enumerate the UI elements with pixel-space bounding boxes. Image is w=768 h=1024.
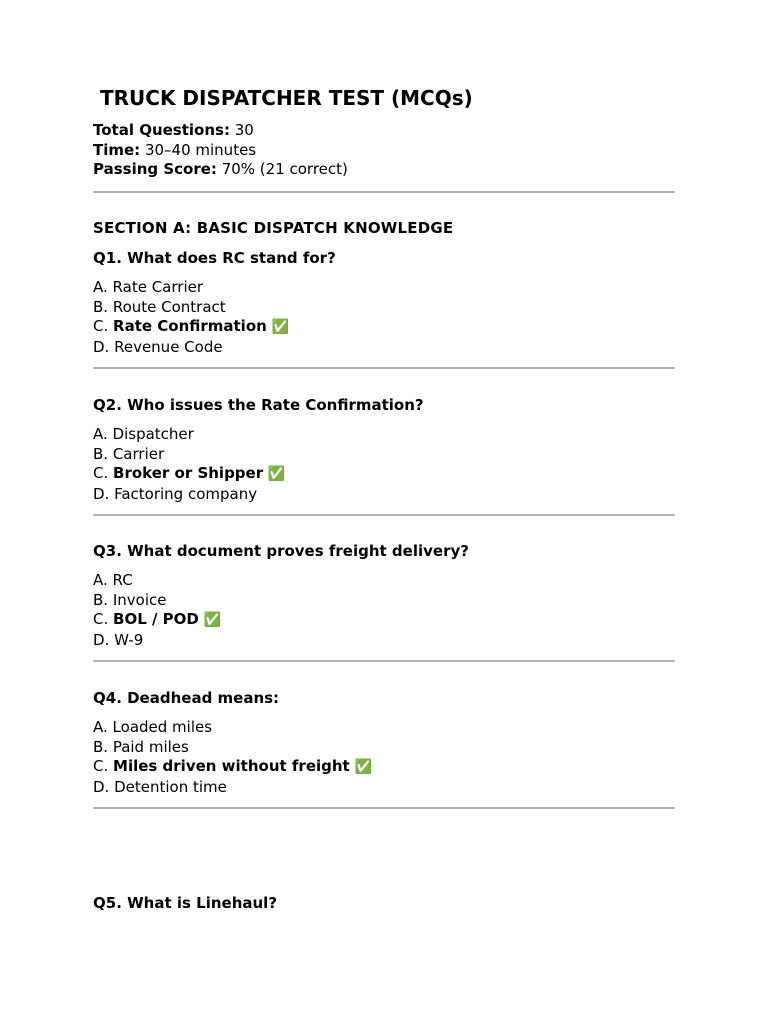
total-questions-label: Total Questions: bbox=[93, 121, 230, 139]
option-letter: A. bbox=[93, 278, 113, 296]
total-questions-line bbox=[93, 121, 348, 141]
option-letter: D. bbox=[93, 484, 115, 503]
option-text: Broker or Shipper bbox=[113, 464, 264, 482]
option-letter: B. bbox=[93, 590, 113, 609]
option-d bbox=[93, 631, 221, 651]
option-d bbox=[93, 778, 372, 798]
option-letter: B. bbox=[93, 444, 113, 463]
option-text: W-9 bbox=[114, 630, 144, 649]
option-text: Carrier bbox=[112, 444, 165, 463]
total-questions-value: 30 bbox=[229, 121, 254, 139]
option-letter: A. bbox=[93, 718, 113, 736]
option-letter: C. bbox=[93, 464, 114, 482]
question-3-options bbox=[93, 571, 221, 650]
option-a bbox=[93, 571, 221, 591]
section-heading: SECTION A: BASIC DISPATCH KNOWLEDGE bbox=[93, 219, 454, 237]
option-b bbox=[93, 738, 372, 758]
option-c-correct bbox=[93, 317, 289, 338]
option-letter: A. bbox=[93, 425, 113, 443]
divider bbox=[93, 367, 675, 369]
question-4: Q4. Deadhead means: bbox=[93, 689, 280, 707]
option-text: Revenue Code bbox=[114, 337, 223, 356]
option-text: Invoice bbox=[112, 590, 167, 609]
option-letter: A. bbox=[93, 571, 113, 589]
option-letter: C. bbox=[93, 317, 114, 335]
option-d bbox=[93, 485, 285, 505]
time-line bbox=[93, 141, 348, 161]
option-letter: C. bbox=[93, 610, 114, 628]
option-a bbox=[93, 425, 285, 445]
option-text: Paid miles bbox=[112, 737, 189, 756]
option-text: RC bbox=[112, 571, 133, 589]
option-letter: D. bbox=[93, 630, 115, 649]
divider bbox=[93, 660, 675, 662]
divider bbox=[93, 514, 675, 516]
check-mark-icon: ✅ bbox=[203, 612, 222, 628]
option-letter: C. bbox=[93, 757, 114, 775]
question-2-options bbox=[93, 425, 285, 504]
option-c-correct bbox=[93, 464, 285, 485]
question-2: Q2. Who issues the Rate Confirmation? bbox=[93, 396, 424, 414]
question-1-options bbox=[93, 278, 289, 357]
passing-score-value: 70% (21 correct) bbox=[216, 160, 348, 178]
time-value: 30–40 minutes bbox=[140, 140, 257, 159]
option-letter: B. bbox=[93, 737, 113, 756]
check-mark-icon: ✅ bbox=[271, 319, 290, 335]
option-b bbox=[93, 445, 285, 465]
option-text: Rate Carrier bbox=[112, 278, 204, 296]
option-a bbox=[93, 718, 372, 738]
option-text: Factoring company bbox=[114, 484, 258, 503]
option-c-correct bbox=[93, 757, 372, 778]
divider bbox=[93, 191, 675, 193]
question-5: Q5. What is Linehaul? bbox=[93, 894, 278, 912]
option-text: Miles driven without freight bbox=[113, 757, 350, 775]
option-letter: B. bbox=[93, 297, 113, 316]
passing-score-line bbox=[93, 160, 348, 180]
option-c-correct bbox=[93, 610, 221, 631]
question-3: Q3. What document proves freight delivery? bbox=[93, 542, 469, 560]
page-title: TRUCK DISPATCHER TEST (MCQs) bbox=[100, 86, 473, 110]
time-label: Time: bbox=[93, 140, 141, 159]
check-mark-icon: ✅ bbox=[267, 466, 286, 482]
option-letter: D. bbox=[93, 337, 115, 356]
option-b bbox=[93, 298, 289, 318]
option-text: Dispatcher bbox=[112, 425, 194, 443]
option-text: Loaded miles bbox=[112, 718, 213, 736]
question-4-options bbox=[93, 718, 372, 797]
option-letter: D. bbox=[93, 777, 115, 796]
option-text: Detention time bbox=[114, 777, 227, 796]
option-b bbox=[93, 591, 221, 611]
option-d bbox=[93, 338, 289, 358]
check-mark-icon: ✅ bbox=[354, 759, 372, 775]
passing-score-label: Passing Score: bbox=[93, 160, 217, 178]
divider bbox=[93, 807, 675, 809]
option-text: BOL / POD bbox=[113, 610, 199, 628]
test-info bbox=[93, 121, 348, 180]
option-a bbox=[93, 278, 289, 298]
option-text: Route Contract bbox=[112, 297, 226, 316]
option-text: Rate Confirmation bbox=[113, 317, 267, 335]
question-1: Q1. What does RC stand for? bbox=[93, 249, 336, 267]
